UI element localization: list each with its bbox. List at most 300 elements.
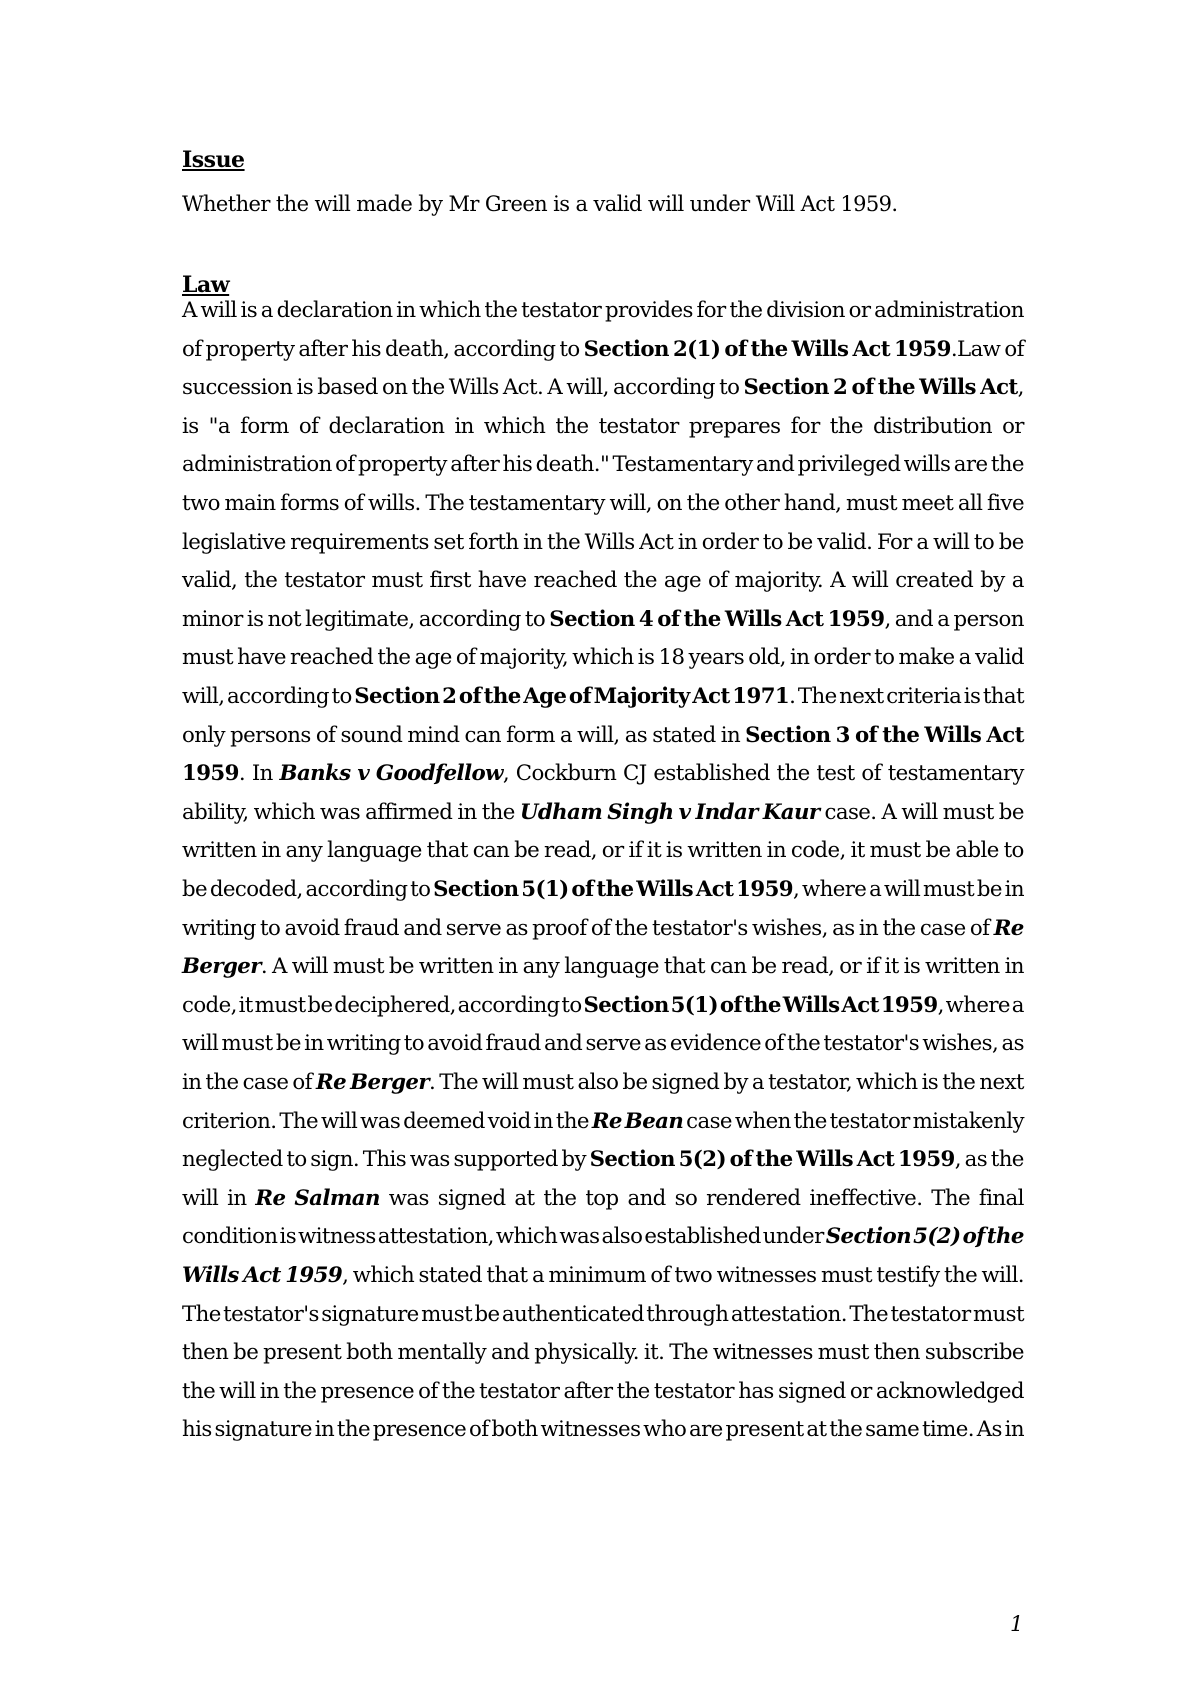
law-word: under [762, 1224, 824, 1250]
law-word: 4 [638, 606, 654, 632]
law-word: criterion. [182, 1108, 277, 1134]
law-word: 5(2) [913, 1224, 961, 1250]
law-word: main [224, 491, 276, 516]
law-word: which [483, 413, 546, 439]
law-line [182, 992, 1024, 1020]
law-word: will [200, 298, 237, 323]
law-word: of [343, 491, 364, 516]
law-word: it. [643, 1340, 665, 1366]
law-word: testator [890, 1301, 971, 1327]
law-word: supported [453, 1147, 558, 1173]
law-word: of [458, 684, 482, 709]
law-word: will, [609, 491, 652, 516]
law-word: will [320, 1108, 358, 1134]
law-word: witness [298, 1224, 376, 1250]
law-word: Wills [182, 1263, 239, 1288]
law-word: be [998, 799, 1024, 825]
law-line [182, 336, 1024, 364]
law-word: the [411, 375, 445, 401]
law-word: any [522, 954, 560, 980]
law-line [182, 876, 1024, 904]
law-word: The [439, 1070, 478, 1095]
law-line [182, 953, 1024, 981]
law-word: signed [437, 1185, 506, 1211]
law-word: Section [354, 684, 440, 709]
law-word: which [352, 1263, 415, 1288]
law-word: Age [523, 684, 567, 709]
law-word: has [738, 1378, 774, 1404]
law-word: forms [280, 491, 340, 516]
law-word: forth [468, 529, 519, 555]
law-word: will [933, 529, 970, 555]
law-word: it [646, 838, 662, 864]
law-line [182, 683, 1024, 711]
law-word: for [790, 413, 820, 439]
law-word: next [979, 1070, 1024, 1095]
law-word: Act [695, 877, 734, 902]
law-word: read, [781, 954, 835, 980]
law-word: was [559, 1224, 600, 1250]
law-word: distribution [872, 413, 992, 439]
law-word: in [523, 529, 543, 555]
law-word: Wills [724, 606, 782, 632]
law-word: The [669, 1340, 708, 1366]
law-word: prepares [688, 413, 781, 439]
law-word: or [1002, 413, 1024, 439]
law-word: Act [639, 529, 674, 555]
law-word: Berger. [350, 1070, 436, 1095]
law-word: Cockburn [515, 761, 617, 787]
law-word: make [898, 645, 955, 671]
law-word: that [486, 1263, 528, 1288]
law-word: on [656, 491, 682, 516]
law-word: serve [445, 915, 502, 941]
law-word: and [491, 1340, 530, 1366]
law-word: sound [340, 722, 403, 748]
law-word: the [829, 1417, 863, 1443]
law-word: the [990, 452, 1024, 478]
law-word: condition [182, 1224, 278, 1250]
law-word: of [657, 606, 680, 632]
law-word: avoid [427, 1031, 483, 1057]
law-word: also [601, 1224, 643, 1250]
law-word: of [182, 336, 202, 362]
law-word: that [663, 954, 705, 980]
law-line [182, 760, 1024, 788]
law-word: is [240, 298, 258, 323]
law-word: according [226, 684, 329, 709]
law-word: must [371, 568, 423, 594]
law-word: Section [743, 375, 829, 401]
law-word: be [622, 1070, 648, 1095]
law-word: will [901, 799, 938, 825]
law-word: will [482, 1070, 519, 1095]
law-line [182, 490, 1024, 518]
law-word: to [286, 1147, 307, 1173]
law-word: mind [407, 722, 460, 748]
law-line [182, 1108, 1024, 1136]
law-word: not [267, 606, 301, 632]
law-word: written [925, 954, 1000, 980]
law-word: of [650, 1263, 670, 1288]
law-word: must [923, 877, 975, 902]
law-word: Section [589, 1147, 675, 1173]
law-word: first [429, 568, 471, 594]
law-word: Wills [919, 375, 976, 401]
law-word: and [403, 915, 442, 941]
law-word: to [331, 684, 352, 709]
law-word: must [182, 645, 233, 671]
law-word: valid [974, 645, 1024, 671]
law-line [182, 297, 1024, 325]
law-word: signed [777, 1378, 846, 1404]
law-word: of [962, 1224, 985, 1250]
law-word: as [624, 722, 648, 748]
law-word: be [787, 529, 813, 555]
law-line [182, 1069, 1024, 1097]
law-line [182, 1223, 1024, 1251]
law-word: to [561, 992, 582, 1018]
law-word: after [450, 452, 500, 478]
law-word: according [305, 877, 408, 902]
law-word: v [678, 799, 691, 825]
law-line [182, 374, 1024, 402]
law-word: and [543, 1031, 583, 1057]
law-line [182, 606, 1024, 634]
law-word: Act [243, 1263, 281, 1288]
law-word: "a [208, 413, 230, 439]
law-word: a [869, 877, 882, 902]
law-word: as [505, 915, 528, 941]
law-line [182, 1146, 1024, 1174]
law-word: or [848, 298, 871, 323]
law-word: A [881, 799, 897, 825]
law-word: case. [824, 799, 877, 825]
law-word: form [240, 413, 289, 439]
law-word: Wills [924, 722, 982, 748]
law-word: deciphered, [334, 992, 456, 1018]
law-word: that [426, 838, 468, 864]
law-word: be [998, 529, 1024, 555]
law-word: as [832, 915, 855, 941]
law-word: mistakenly [912, 1108, 1024, 1134]
law-word: will [851, 568, 889, 594]
law-line [182, 722, 1024, 750]
law-word: The [425, 491, 465, 516]
law-word: the [829, 413, 863, 439]
law-word: reached [290, 645, 374, 671]
law-word: then [873, 1340, 920, 1366]
law-word: Section [549, 606, 635, 632]
law-word: writing [182, 915, 256, 941]
law-word: five [987, 491, 1024, 516]
law-word: stated [418, 1263, 482, 1288]
law-word: was [360, 1108, 401, 1134]
law-word: written [687, 838, 762, 864]
law-word: the [614, 915, 648, 941]
law-word: the [750, 336, 788, 362]
law-word: Goodfellow, [375, 761, 510, 787]
law-word: the [944, 1263, 978, 1288]
law-word: be [474, 1301, 500, 1327]
law-word: the [882, 722, 920, 748]
law-word: must [972, 1301, 1024, 1327]
law-word: death." [535, 452, 610, 478]
law-word: authenticated [501, 1301, 644, 1327]
law-word: in [259, 1378, 280, 1404]
law-word: decoded, [209, 877, 303, 902]
law-word: 1959, [285, 1263, 349, 1288]
law-word: years [688, 645, 745, 671]
issue-heading: Issue [182, 147, 245, 173]
law-word: 5(1) [670, 992, 718, 1018]
law-word: testator [653, 1378, 734, 1404]
law-word: in [1004, 954, 1024, 980]
law-word: declaration [328, 413, 445, 439]
law-word: to [762, 529, 783, 555]
law-word: as [644, 1031, 667, 1057]
law-word: of [861, 761, 881, 787]
law-word: based [317, 375, 378, 401]
law-word: of [851, 375, 874, 401]
law-word: will [219, 1378, 256, 1404]
law-word: and [756, 452, 795, 478]
law-line [182, 1416, 1024, 1444]
law-word: of [298, 413, 319, 439]
law-word: to [719, 375, 740, 401]
law-word: have [237, 645, 286, 671]
law-word: legitimate, [305, 606, 415, 632]
law-line [182, 837, 1024, 865]
law-word: in [677, 529, 698, 555]
law-word: a [559, 722, 573, 748]
law-word: in [720, 722, 741, 748]
law-word: who [643, 1417, 687, 1443]
law-word: must [332, 954, 384, 980]
law-word: stated [652, 722, 716, 748]
law-word: valid. [817, 529, 873, 555]
law-word: The [182, 1301, 221, 1327]
law-word: is [279, 1224, 297, 1250]
law-word: and [894, 606, 934, 632]
law-word: majority, [479, 645, 569, 671]
law-word: by [980, 568, 1005, 594]
law-word: age [414, 645, 452, 671]
law-word: of [315, 722, 336, 748]
law-word: so [674, 1185, 698, 1211]
law-word: the [787, 1031, 821, 1057]
law-word: Kaur [762, 799, 820, 825]
law-word: is [963, 684, 981, 709]
law-word: to [524, 606, 546, 632]
law-word: Act. [502, 375, 544, 401]
law-word: code, [790, 838, 846, 864]
law-word: must [942, 799, 994, 825]
law-word: A [830, 568, 845, 594]
law-word: is [903, 954, 921, 980]
law-word: testator [284, 568, 365, 594]
law-word: 1959.Law [894, 336, 1001, 362]
law-word: code, [182, 992, 237, 1018]
law-word: the [441, 1378, 475, 1404]
law-word: the [377, 645, 411, 671]
law-word: be [976, 877, 1002, 902]
law-word: the [205, 1070, 239, 1095]
law-word: a [916, 529, 929, 555]
law-word: The [797, 684, 837, 709]
law-word: form [506, 722, 555, 748]
law-line [182, 915, 1024, 943]
law-word: written [182, 838, 257, 864]
law-word: his [502, 452, 533, 478]
law-word: of [590, 915, 611, 941]
law-word: top [585, 1185, 619, 1211]
law-word: the [596, 877, 634, 902]
law-word: affirmed [365, 799, 453, 825]
law-word: must [421, 1301, 473, 1327]
law-word: provides [604, 298, 693, 323]
law-word: as [1001, 1031, 1024, 1057]
law-word: the [283, 1378, 317, 1404]
law-word: the [616, 1378, 650, 1404]
law-word: attestation, [377, 1224, 494, 1250]
law-word: majority. [734, 568, 824, 594]
law-word: be [925, 838, 951, 864]
law-word: a [958, 645, 971, 671]
law-word: the [882, 915, 916, 941]
law-word: Re [993, 915, 1024, 941]
law-word: of [568, 684, 592, 709]
law-word: old, [748, 645, 786, 671]
law-word: testify [876, 1263, 940, 1288]
law-word: 1959, [880, 992, 944, 1018]
law-word: the [555, 1108, 589, 1134]
law-word: proof [532, 915, 587, 941]
law-word: must [820, 1263, 872, 1288]
law-word: when [734, 1108, 791, 1134]
law-word: test [816, 761, 855, 787]
law-word: the [686, 491, 720, 516]
law-word: 5(1) [521, 877, 569, 902]
law-word: was [320, 799, 361, 825]
law-word: the [484, 298, 518, 323]
issue-text: Whether the will made by Mr Green is a valid will under Will Act 1959. [182, 192, 898, 216]
law-line [182, 644, 1024, 672]
law-word: or [601, 838, 624, 864]
law-line [182, 413, 1024, 441]
law-word: a [1011, 568, 1024, 594]
law-word: meet [901, 491, 954, 516]
law-word: to [973, 529, 995, 555]
law-word: read, [544, 838, 597, 864]
law-word: was [388, 1185, 429, 1211]
law-word: is [637, 645, 655, 671]
law-word: which [572, 645, 634, 671]
law-word: two [182, 491, 220, 516]
law-word: if [866, 954, 880, 980]
law-word: will, [577, 722, 620, 748]
law-word: Wills [636, 877, 694, 902]
law-word: Bean [624, 1108, 684, 1134]
law-word: language [327, 838, 422, 864]
law-word: Salman [294, 1185, 380, 1211]
law-word: have [477, 568, 527, 594]
law-word: Re [316, 1070, 347, 1095]
law-word: Act [986, 722, 1024, 748]
law-word: In [251, 761, 273, 787]
law-word: Berger. [182, 954, 268, 980]
law-word: after [298, 336, 348, 362]
law-word: the [986, 1224, 1024, 1250]
law-line [182, 1378, 1024, 1406]
law-word: wills. [367, 491, 421, 516]
law-word: the [483, 684, 521, 709]
law-word: final [978, 1185, 1024, 1211]
law-word: which [856, 1070, 918, 1095]
law-line [182, 1262, 1024, 1290]
law-word: Section [583, 336, 669, 362]
law-word: is [296, 375, 314, 401]
law-word: in [533, 1108, 553, 1134]
law-word: mentally [397, 1340, 487, 1366]
law-word: 2 [833, 375, 848, 401]
law-word: Wills [791, 336, 849, 362]
law-word: A [271, 954, 287, 980]
law-word: through [646, 1301, 729, 1327]
law-word: rendered [706, 1185, 801, 1211]
law-word: time. [921, 1417, 974, 1443]
law-word: A [182, 298, 197, 323]
law-word: sign. [310, 1147, 360, 1173]
law-word: administration [874, 298, 1024, 323]
law-word: to [1003, 838, 1024, 864]
law-word: 1971. [732, 684, 796, 709]
law-word: a [260, 298, 273, 323]
law-word: in [227, 1185, 247, 1211]
law-word: Re [255, 1185, 286, 1211]
law-word: present [725, 1417, 804, 1443]
law-line [182, 799, 1024, 827]
law-word: case [686, 1108, 732, 1134]
law-word: property [358, 452, 447, 478]
law-word: order [701, 529, 759, 555]
law-word: is [182, 413, 199, 439]
law-word: wishes, [922, 1031, 999, 1057]
law-word: two [674, 1263, 713, 1288]
law-word: language [564, 954, 659, 980]
law-word: be [751, 954, 777, 980]
law-word: of [335, 452, 355, 478]
law-word: both [491, 1417, 538, 1443]
law-word: it [850, 838, 865, 864]
law-word: the [555, 413, 589, 439]
law-word: Wills [448, 375, 499, 401]
law-word: fraud [343, 915, 399, 941]
law-word: requirements [290, 529, 429, 555]
law-word: of [764, 1031, 784, 1057]
law-word: of [854, 722, 878, 748]
law-word: in [261, 838, 281, 864]
law-word: For [876, 529, 912, 555]
law-word: deemed [403, 1108, 485, 1134]
law-word: of [724, 336, 747, 362]
law-word: subscribe [924, 1340, 1024, 1366]
law-word: the [990, 1147, 1024, 1173]
law-word: evidence [669, 1031, 761, 1057]
law-word: in [1004, 877, 1024, 902]
law-word: ability, [182, 799, 249, 825]
law-word: signature [321, 1301, 419, 1327]
